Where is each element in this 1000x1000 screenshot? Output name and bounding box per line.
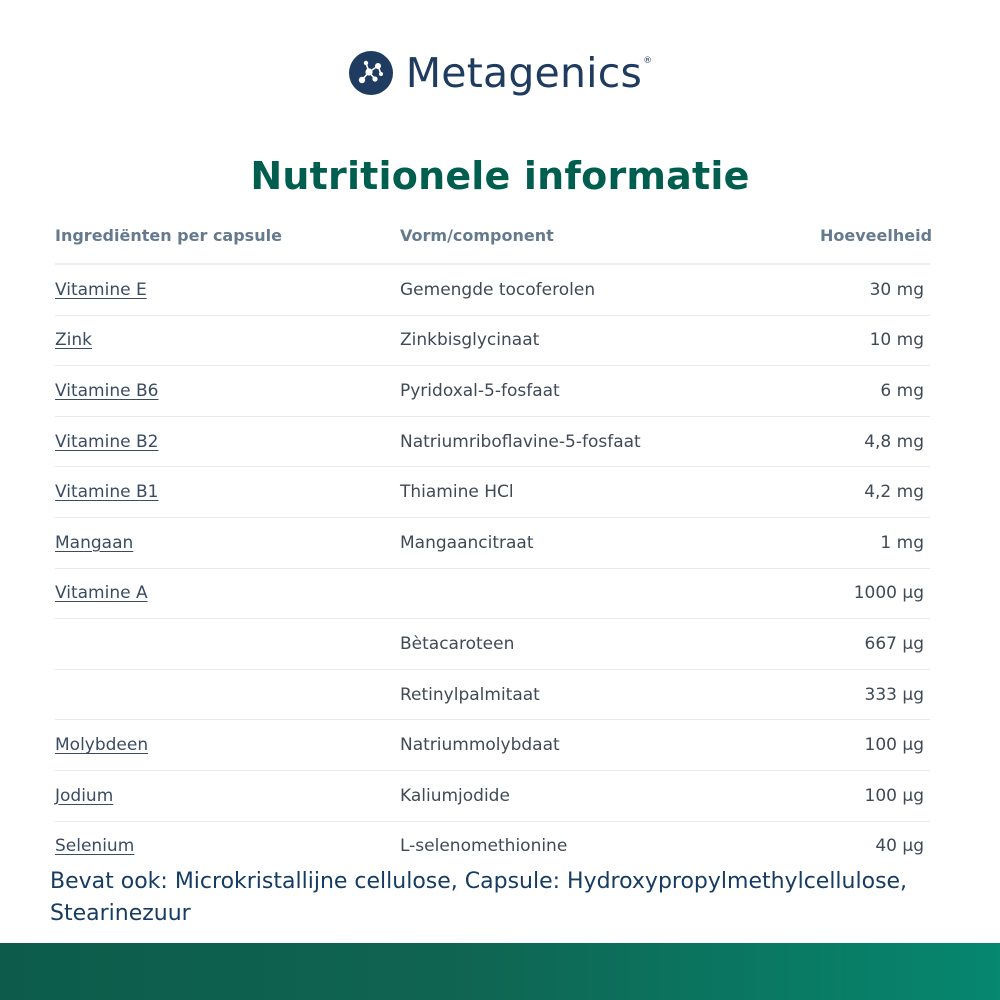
ingredient-link-vitamine-b2[interactable]: Vitamine B2	[55, 431, 159, 452]
table-row	[55, 518, 930, 569]
nutrition-table	[55, 208, 933, 871]
form-cell: Natriumriboflavine-5-fosfaat	[400, 431, 641, 452]
amount-cell: 1 mg	[880, 532, 924, 553]
table-row	[55, 822, 930, 872]
ingredient-link-selenium[interactable]: Selenium	[55, 836, 135, 857]
table-row	[55, 720, 930, 771]
table-row	[55, 569, 930, 620]
amount-cell: 100 µg	[864, 785, 924, 806]
amount-cell: 6 mg	[880, 380, 924, 401]
amount-cell: 10 mg	[869, 330, 924, 351]
form-cell: Zinkbisglycinaat	[400, 330, 540, 351]
amount-cell: 667 µg	[864, 633, 924, 654]
ingredient-link-vitamine-e[interactable]: Vitamine E	[55, 279, 147, 300]
table-row	[55, 265, 930, 316]
ingredient-link-mangaan[interactable]: Mangaan	[55, 532, 134, 553]
ingredient-link-molybdeen[interactable]: Molybdeen	[55, 735, 149, 756]
form-cell: Mangaancitraat	[400, 532, 534, 553]
form-cell: Gemengde tocoferolen	[400, 279, 596, 300]
form-cell: Bètacaroteen	[400, 633, 515, 654]
amount-cell: 4,2 mg	[864, 482, 924, 503]
header-form: Vorm/component	[400, 226, 554, 245]
form-cell: Retinylpalmitaat	[400, 684, 540, 705]
amount-cell: 30 mg	[869, 279, 924, 300]
amount-cell: 40 µg	[875, 836, 924, 857]
table-row	[55, 619, 930, 670]
brand-logo	[0, 50, 1000, 96]
other-ingredients-note: Bevat ook: Microkristallijne cellulose, Capsule: Hydroxypropylmethylcellulose, Stearinezuur	[50, 869, 908, 926]
ingredient-link-vitamine-b1[interactable]: Vitamine B1	[55, 482, 159, 503]
table-row	[55, 670, 930, 721]
ingredient-link-vitamine-a[interactable]: Vitamine A	[55, 583, 148, 604]
amount-cell: 4,8 mg	[864, 431, 924, 452]
table-header-row	[55, 208, 933, 265]
table-row	[55, 467, 930, 518]
ingredient-link-vitamine-b6[interactable]: Vitamine B6	[55, 380, 159, 401]
form-cell: Thiamine HCl	[400, 482, 514, 503]
form-cell: Kaliumjodide	[400, 785, 510, 806]
form-cell: Natriummolybdaat	[400, 735, 560, 756]
footer-band	[0, 943, 1000, 1000]
amount-cell: 1000 µg	[853, 583, 924, 604]
ingredient-link-zink[interactable]: Zink	[55, 330, 92, 351]
amount-cell: 100 µg	[864, 735, 924, 756]
amount-cell: 333 µg	[864, 684, 924, 705]
table-row	[55, 316, 930, 367]
table-row	[55, 417, 930, 468]
table-row	[55, 771, 930, 822]
header-ingredient: Ingrediënten per capsule	[55, 226, 282, 245]
ingredient-link-jodium[interactable]: Jodium	[55, 785, 114, 806]
form-cell: L-selenomethionine	[400, 836, 568, 857]
form-cell: Pyridoxal-5-fosfaat	[400, 380, 560, 401]
table-row	[55, 366, 930, 417]
brand-name: Metagenics®	[405, 48, 653, 97]
metagenics-logo-icon	[348, 50, 394, 96]
header-amount: Hoeveelheid	[820, 226, 933, 245]
page-title: Nutritionele informatie	[250, 154, 750, 198]
